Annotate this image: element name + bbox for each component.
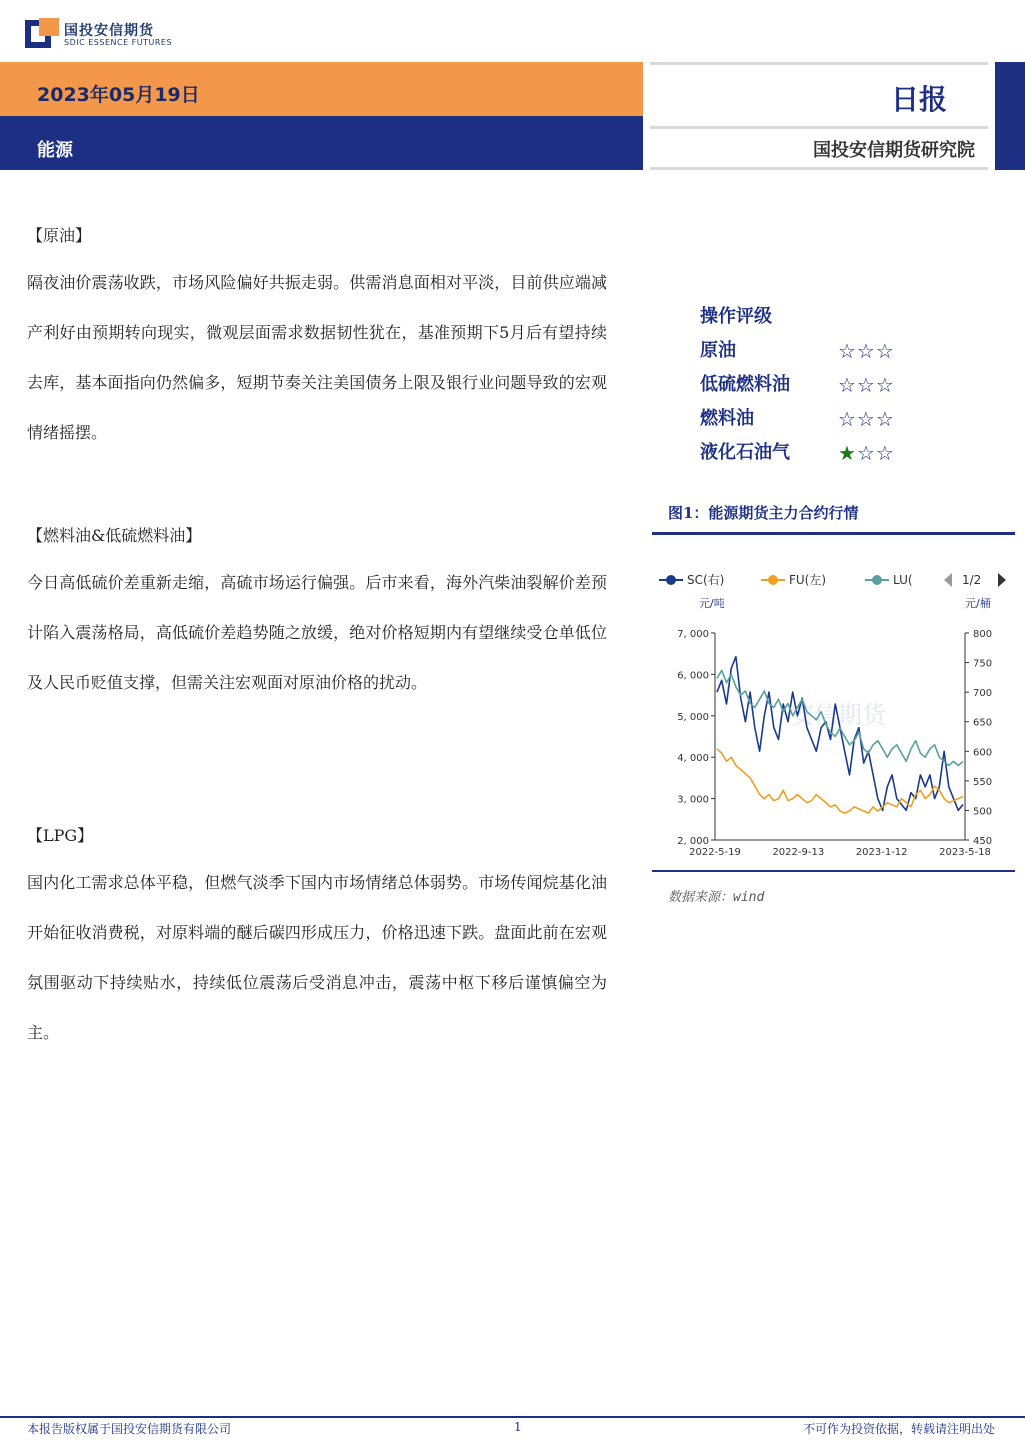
- logo-name: 国投安信期货: [64, 23, 154, 39]
- section-body-lpg: 国内化工需求总体平稳，但燃气淡季下国内市场情绪总体弱势。市场传闻烷基化油开始征收消费税，对原料端的醚后碳四形成压力，价格迅速下跌。盘面此前在宏观氛围驱动下持续贴水，持续低位震荡后受消息冲击，震荡中枢下移后谨慎偏空为主。: [27, 873, 607, 1042]
- rating-row: [700, 436, 930, 470]
- y-left-tick-label: 5, 000: [677, 711, 709, 723]
- y-left-tick-label: 6, 000: [677, 670, 709, 682]
- legend-marker: [768, 575, 778, 585]
- series-line: [717, 749, 963, 813]
- y-right-tick-label: 750: [973, 658, 993, 670]
- rating-stars: ☆☆☆: [838, 407, 895, 431]
- section-body-crude: 隔夜油价震荡收跌，市场风险偏好共振走弱。供需消息面相对平淡，目前供应端减产利好由预期转向现实，微观层面需求数据韧性犹在，基准预期下5月后有望持续去库，基本面指向仍然偏多，短期节奏关注美国债务上限及银行业问题导致的宏观情绪摇摆。: [27, 273, 607, 442]
- y-right-tick-label: 800: [973, 629, 993, 640]
- legend-label: SC(右): [687, 573, 725, 587]
- report-type: 日报: [890, 83, 947, 116]
- y-right-tick-label: 500: [973, 806, 993, 818]
- legend-marker: [666, 575, 676, 585]
- footer-rule: [0, 1416, 1025, 1418]
- rating-name: 燃料油: [700, 408, 754, 429]
- x-tick-label: 2023-1-12: [855, 847, 908, 858]
- y-right-tick-label: 450: [973, 836, 993, 847]
- rating-name: 原油: [700, 340, 736, 361]
- company-logo: [25, 18, 59, 50]
- x-tick-label: 2022-5-19: [689, 847, 741, 858]
- report-date: 2023年05月19日: [37, 84, 200, 106]
- category-bar: [0, 116, 643, 170]
- footer-disclaimer: 不可作为投资依据，转载请注明出处: [802, 1422, 995, 1436]
- y-left-tick-label: 2, 000: [677, 836, 709, 847]
- data-source: 数据来源：wind: [668, 890, 765, 905]
- rating-name: 液化石油气: [700, 442, 790, 463]
- rating-table: [700, 300, 930, 470]
- series-line: [717, 657, 963, 811]
- y-left-unit: 元/吨: [699, 597, 725, 610]
- rating-name: 低硫燃料油: [700, 374, 790, 395]
- x-tick-label: 2023-5-18: [939, 847, 991, 858]
- section-title-fuel-oil: 【燃料油&低硫燃料油】: [27, 526, 202, 545]
- y-right-tick-label: 550: [973, 776, 993, 788]
- y-left-tick-label: 4, 000: [677, 753, 709, 765]
- section-title-lpg: 【LPG】: [27, 826, 94, 845]
- watermark-text: 安信期货: [790, 701, 886, 729]
- figure-bottom-rule: [652, 870, 1015, 872]
- rating-row: [700, 334, 930, 368]
- page-number: 1: [514, 1420, 522, 1434]
- x-tick-label: 2022-9-13: [772, 847, 825, 858]
- section-title-crude: 【原油】: [27, 226, 92, 245]
- rating-stars: ☆☆☆: [838, 373, 895, 397]
- section-body-fuel-oil: 今日高低硫价差重新走缩，高硫市场运行偏强。后市来看，海外汽柴油裂解价差预计陷入震荡格局，高低硫价差趋势随之放缓，绝对价格短期内有望继续受仓单低位及人民币贬值支撑，但需关注宏观面对原油价格的扰动。: [27, 573, 607, 692]
- logo-english: SDIC ESSENCE FUTURES: [64, 38, 173, 47]
- rating-stars: ☆☆☆: [838, 339, 895, 363]
- header-accent-block: [995, 62, 1025, 170]
- legend-label: LU(: [893, 573, 913, 587]
- y-left-tick-label: 3, 000: [677, 794, 709, 806]
- legend-prev-icon: [944, 573, 952, 587]
- figure-title: 图1：能源期货主力合约行情: [668, 504, 859, 522]
- y-right-tick-label: 700: [973, 688, 993, 700]
- legend-label: FU(左): [789, 573, 827, 587]
- legend-marker: [872, 575, 882, 585]
- rating-row: [700, 402, 930, 436]
- price-chart: [655, 565, 1015, 870]
- rating-row: [700, 368, 930, 402]
- legend-next-icon: [998, 573, 1006, 587]
- legend-pager: 1/2: [962, 573, 982, 587]
- footer-copyright: 本报告版权属于国投安信期货有限公司: [27, 1422, 232, 1436]
- rating-stars: ★☆☆: [838, 441, 895, 465]
- y-right-tick-label: 650: [973, 717, 993, 729]
- report-category: 能源: [37, 140, 73, 161]
- rating-title: 操作评级: [700, 306, 772, 327]
- figure-rule: [652, 532, 1015, 535]
- y-right-unit: 元/桶: [965, 597, 991, 610]
- y-left-tick-label: 7, 000: [677, 629, 709, 640]
- y-right-tick-label: 600: [973, 747, 993, 759]
- institute-name: 国投安信期货研究院: [813, 140, 975, 161]
